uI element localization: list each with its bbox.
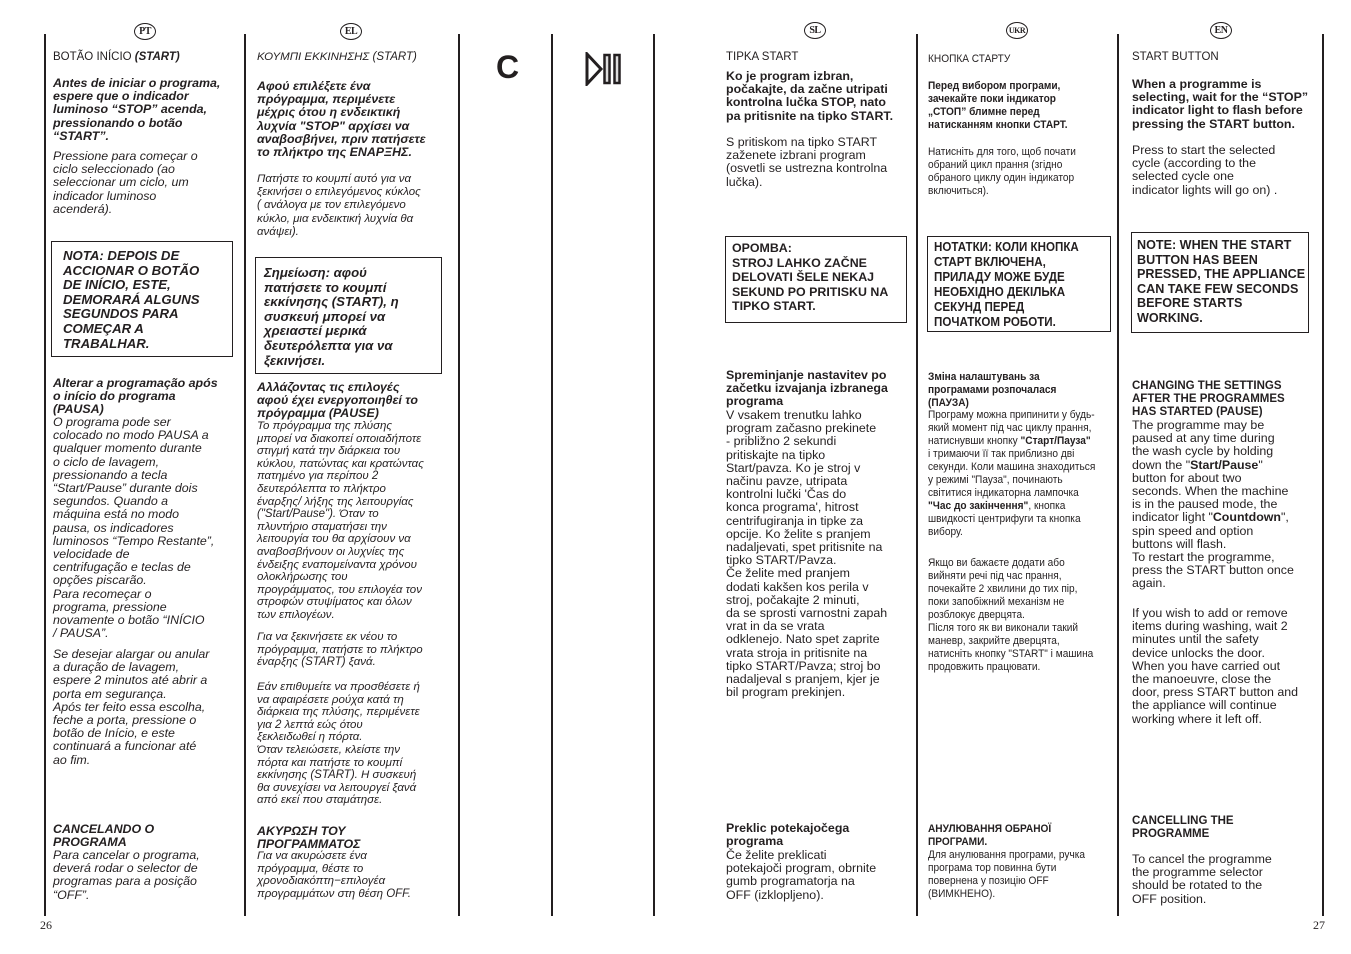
pause-text-bold: Start/Pause [1190,457,1259,472]
note-text: OPOMBA: STROJ LAHKO ZAČNE DELOVATI ŠELE NEKAJ SEKUND PO PRITISKU NA TIPKO START. [732,241,889,314]
play-pause-icon [585,52,623,86]
note-box [1131,232,1309,333]
intro-bold: Перед вибором програми, зачекайте поки індикатор „СТОП” блимне перед натисканням кнопки СТАРТ. [928,80,1068,131]
cancel-heading: АНУЛЮВАННЯ ОБРАНОЇ ПРОГРАМИ. [928,823,1052,848]
section-heading: TIPKA START [726,51,799,63]
intro-text: Натисніть для того, щоб почати обраний цикл прання (згідно обраного циклу один індикатор включиться). [928,146,1076,197]
note-text: NOTE: WHEN THE START BUTTON HAS BEEN PRESSED, THE APPLIANCE CAN TAKE FEW SECONDS BEFORE STARTS WORKING. [1137,238,1306,325]
section-heading: START BUTTON [1132,51,1219,63]
page-number-left: 26 [40,918,52,932]
pause-text-bold: "Старт/Пауза" [1020,435,1091,447]
heading-text: BOTÃO INÍCIO [53,51,135,63]
intro-bold: Ko je program izbran, počakajte, da začne utripati kontrolna lučka STOP, nato pa pritisnite na tipko START. [726,69,894,123]
column-divider [244,34,246,916]
note-box [725,236,907,323]
section-heading: ΚΟΥΜΠΙ ΕΚΚΙΝΗΣΗΣ (START) [257,51,417,63]
intro-text: Πατήστε το κουμπί αυτό για να ξεκινήσει ο επιλεγόμενος κύκλος ( ανάλογα με τον επιλεγόμενο κύκλο, μια ενδεικτική λυχνία θα ανάψει). [257,173,421,238]
column-divider [1322,34,1324,916]
pause-text-bold: "Час до закінчення" [928,500,1029,512]
heading-text-italic: (START) [134,51,180,63]
door-body: If you wish to add or remove items during washing, wait 2 minutes until the safety device unlocks the door. When you have carried out the manoeuvre, close the door, press START button and the appliance will continue working where it left off. [1132,606,1298,726]
pause-text-bold: Countdown [1212,510,1281,525]
column-divider [653,34,655,916]
note-text: NOTA: DEPOIS DE ACCIONAR O BOTÃO DE INÍCIO, ESTE, DEMORARÁ ALGUNS SEGUNDOS PARA COMEÇAR A TRABALHAR. [63,248,200,351]
pause-text: і тримаючи її так приблизно дві секунди. Коли машина знаходиться у режимі "Пауза", починають світитися індикаторна лампочка [928,448,1096,499]
cancel-body: To cancel the programme the programme selector should be rotated to the OFF position. [1132,852,1272,906]
language-badge-en: EN [1210,22,1232,39]
door-body: Якщо ви бажаєте додати або вийняти речі під час прання, почекайте 2 хвилини до тих пір, поки запобіжний механізм не розблокує дверцята. Після того як ви виконали такий маневр, закрийте дверцята, натисніть кнопку "START" і машина продовжить працювати. [928,557,1094,673]
restart-body: Για να ξεκινήσετε εκ νέου το πρόγραμμα, πατήστε το πλήκτρο έναρξης (START) ξανά. [257,631,423,669]
pause-text: The programme may be paused at any time during the wash cycle by holding down the " [1132,418,1275,472]
language-badge-el: EL [340,23,362,40]
cancel-body: Če želite preklicati potekajoči program, obrnite gumb programatorja na OFF (izklopljeno). [726,848,877,902]
intro-bold: When a programme is selecting, wait for the “STOP” indicator light to flash before pressing the START button. [1132,77,1309,131]
section-heading [53,51,180,64]
pause-body [928,409,1095,539]
page-number-right: 27 [1313,918,1325,932]
intro-text: Press to start the selected cycle (according to the selected cycle one indicator lights will go on) . [1132,143,1278,197]
cancel-heading: ΑΚΥΡΩΣΗ ΤΟΥ ΠΡΟΓΡΑΜΜΑΤΟΣ [257,824,361,852]
door-body: Εάν επιθυμείτε να προσθέσετε ή να αφαιρέσετε ρούχα κατά τη διάρκεια της πλύσης, περιμένετε για 2 λεπτά εώς ότου ξεκλειδωθεί η πόρτα. Όταν τελειώσετε, κλείστε την πόρτα και πατήστε το κουμπί εκκίνησης (START). Η συσκευή θα συνεχίσει να λειτουργεί ξανά από εκεί που σταμάτησε. [257,681,420,807]
pause-text: ", spin speed and option buttons will flash. To restart the programme, press the START button once again. [1132,510,1294,591]
column-divider [458,34,460,916]
pause-heading: Spreminjanje nastavitev po začetku izvajanja izbranega programa [726,368,888,409]
intro-bold: Αφού επιλέξετε ένα πρόγραμμα, περιμένετε μέχρις ότου η ενδεικτική λυχνία "STOP" αρχίσει να αναβοσβήνει, πριν πατήσετε το πλήκτρο της ΕΝΑΡΞΗΣ. [257,79,426,160]
section-heading: КНОПКА СТАРТУ [928,53,1011,65]
cancel-body: Για να ακυρώσετε ένα πρόγραμμα, θέστε το χρονοδιακόπτη−επιλογέα προγραμμάτων στη θέση OFF. [257,850,411,900]
cancel-body: Para cancelar o programa, deverá rodar o selector de programas para a posição “OFF”. [53,848,200,902]
c-icon: C [496,49,520,85]
cancel-body: Для анулювання програми, ручка програма тор повинна бути повернена у позицію OFF (ВИМКНЕНО). [928,849,1086,900]
pause-heading: CHANGING THE SETTINGS AFTER THE PROGRAMMES HAS STARTED (PAUSE) [1132,380,1285,418]
note-text: НОТАТКИ: КОЛИ КНОПКА СТАРТ ВКЛЮЧЕНА, ПРИЛАДУ МОЖЕ БУДЕ НЕОБХІДНО ДЕКІЛЬКА СЕКУНД ПЕРЕД ПОЧАТКОМ РОБОТИ. [934,240,1079,329]
cancel-heading: CANCELLING THE PROGRAMME [1132,815,1234,840]
column-divider [916,34,918,916]
intro-text: Pressione para começar o ciclo seleccionado (ao seleccionar um ciclo, um indicador luminoso acenderá). [53,149,198,216]
pause-heading: Αλλάζοντας τις επιλογές αφού έχει ενεργοποιηθεί το πρόγραμμα (PAUSE) [257,380,418,421]
pause-body [1132,419,1294,591]
note-box [51,241,233,357]
cancel-heading: CANCELANDO O PROGRAMA [53,822,155,850]
intro-bold: Antes de iniciar o programa, espere que o indicador luminoso “STOP” acenda, pressionando o botão “START”. [53,76,221,143]
column-divider [1117,34,1119,916]
pause-text: , кнопка швидкості центрифуги та кнопка вибору. [928,500,1081,538]
pause-body: V vsakem trenutku lahko program začasno prekinete - približno 2 sekundi pritiskajte na tipko Start/pavza. Ko je stroj v načinu pavze, utripata kontrolni lučki 'Čas do konca programa', hitrost centrifugiranja in tipke za opcije. Ko želite s pranjem nadaljevati, spet pritisnite na tipko START/Pavza. Če želite med pranjem dodati kakšen kos perila v stroj, počakajte 2 minuti, da se sprosti varnostni zapah vrat in da se vrata odklenejo. Nato spet zaprite vrata stroja in pritisnite na tipko START/Pavza; stroj bo nadaljeval s pranjem, kjer je bil program prekinjen. [726,408,888,700]
column-divider [44,34,46,916]
note-box [927,236,1111,332]
intro-text: S pritiskom na tipko START zaženete izbrani program (osvetli se ustrezna kontrolna lučka). [726,135,888,189]
pause-body: O programa pode ser colocado no modo PAUSA a qualquer momento durante o ciclo de lavagem, pressionando a tecla “Start/Pause” durante dois segundos. Quando a máquina está no modo pausa, os indicadores luminosos “Tempo Restante”, velocidade de centrifugação e teclas de opções piscarão. Para recomeçar o programa, pressione novamente o botão “INÍCIO / PAUSA”. [53,415,215,641]
pause-text: Програму можна припинити у будь- який момент під час циклу прання, натиснувши кнопку [928,409,1095,447]
note-text: Σημείωση: αφού πατήσετε το κουμπί εκκίνησης (START), η συσκευή μπορεί να χρειαστεί μερικά δευτερόλεπτα για να ξεκινήσει. [264,265,399,368]
pause-heading: Зміна налаштувань за програмами розпочалася (ПАУЗА) [928,371,1057,409]
door-body: Se desejar alargar ou anular a duração de lavagem, espere 2 minutos até abrir a porta em segurança. Após ter feito essa escolha, feche a porta, pressione o botão de Início, e este continuará a funcionar até ao fim. [53,647,210,767]
language-badge-ukr: UKR [1006,22,1028,39]
language-badge-pt: PT [134,23,156,40]
pause-heading: Alterar a programação após o início do programa (PAUSA) [53,376,218,417]
column-divider [551,34,553,916]
cancel-heading: Preklic potekajočega programa [726,821,850,849]
language-badge-sl: SL [804,22,826,39]
pause-text: " button for about two seconds. When the machine is in the paused mode, the indicator light " [1132,457,1289,525]
note-box [255,257,442,374]
pause-body: Το πρόγραμμα της πλύσης μπορεί να διακοπεί οποιαδήποτε στιγμή κατά την διάρκεια του κύκλου, πατώντας και κρατώντας πατημένο για περίπου 2 δευτερόλεπτα το πλήκτρο έναρξης/ λήξης της λειτουργίας ("Start/Pause"). Όταν το πλυντήριο σταματήσει την λειτουργία του θα αρχίσουν να αναβοσβήνουν οι λυχνίες της ένδειξης εναπομείναντα χρόνου ολοκλήρωσης του προγράμματος, του επιλογέα τον στροφών στυψίματος και όλων των επιλογέων. [257,420,424,621]
